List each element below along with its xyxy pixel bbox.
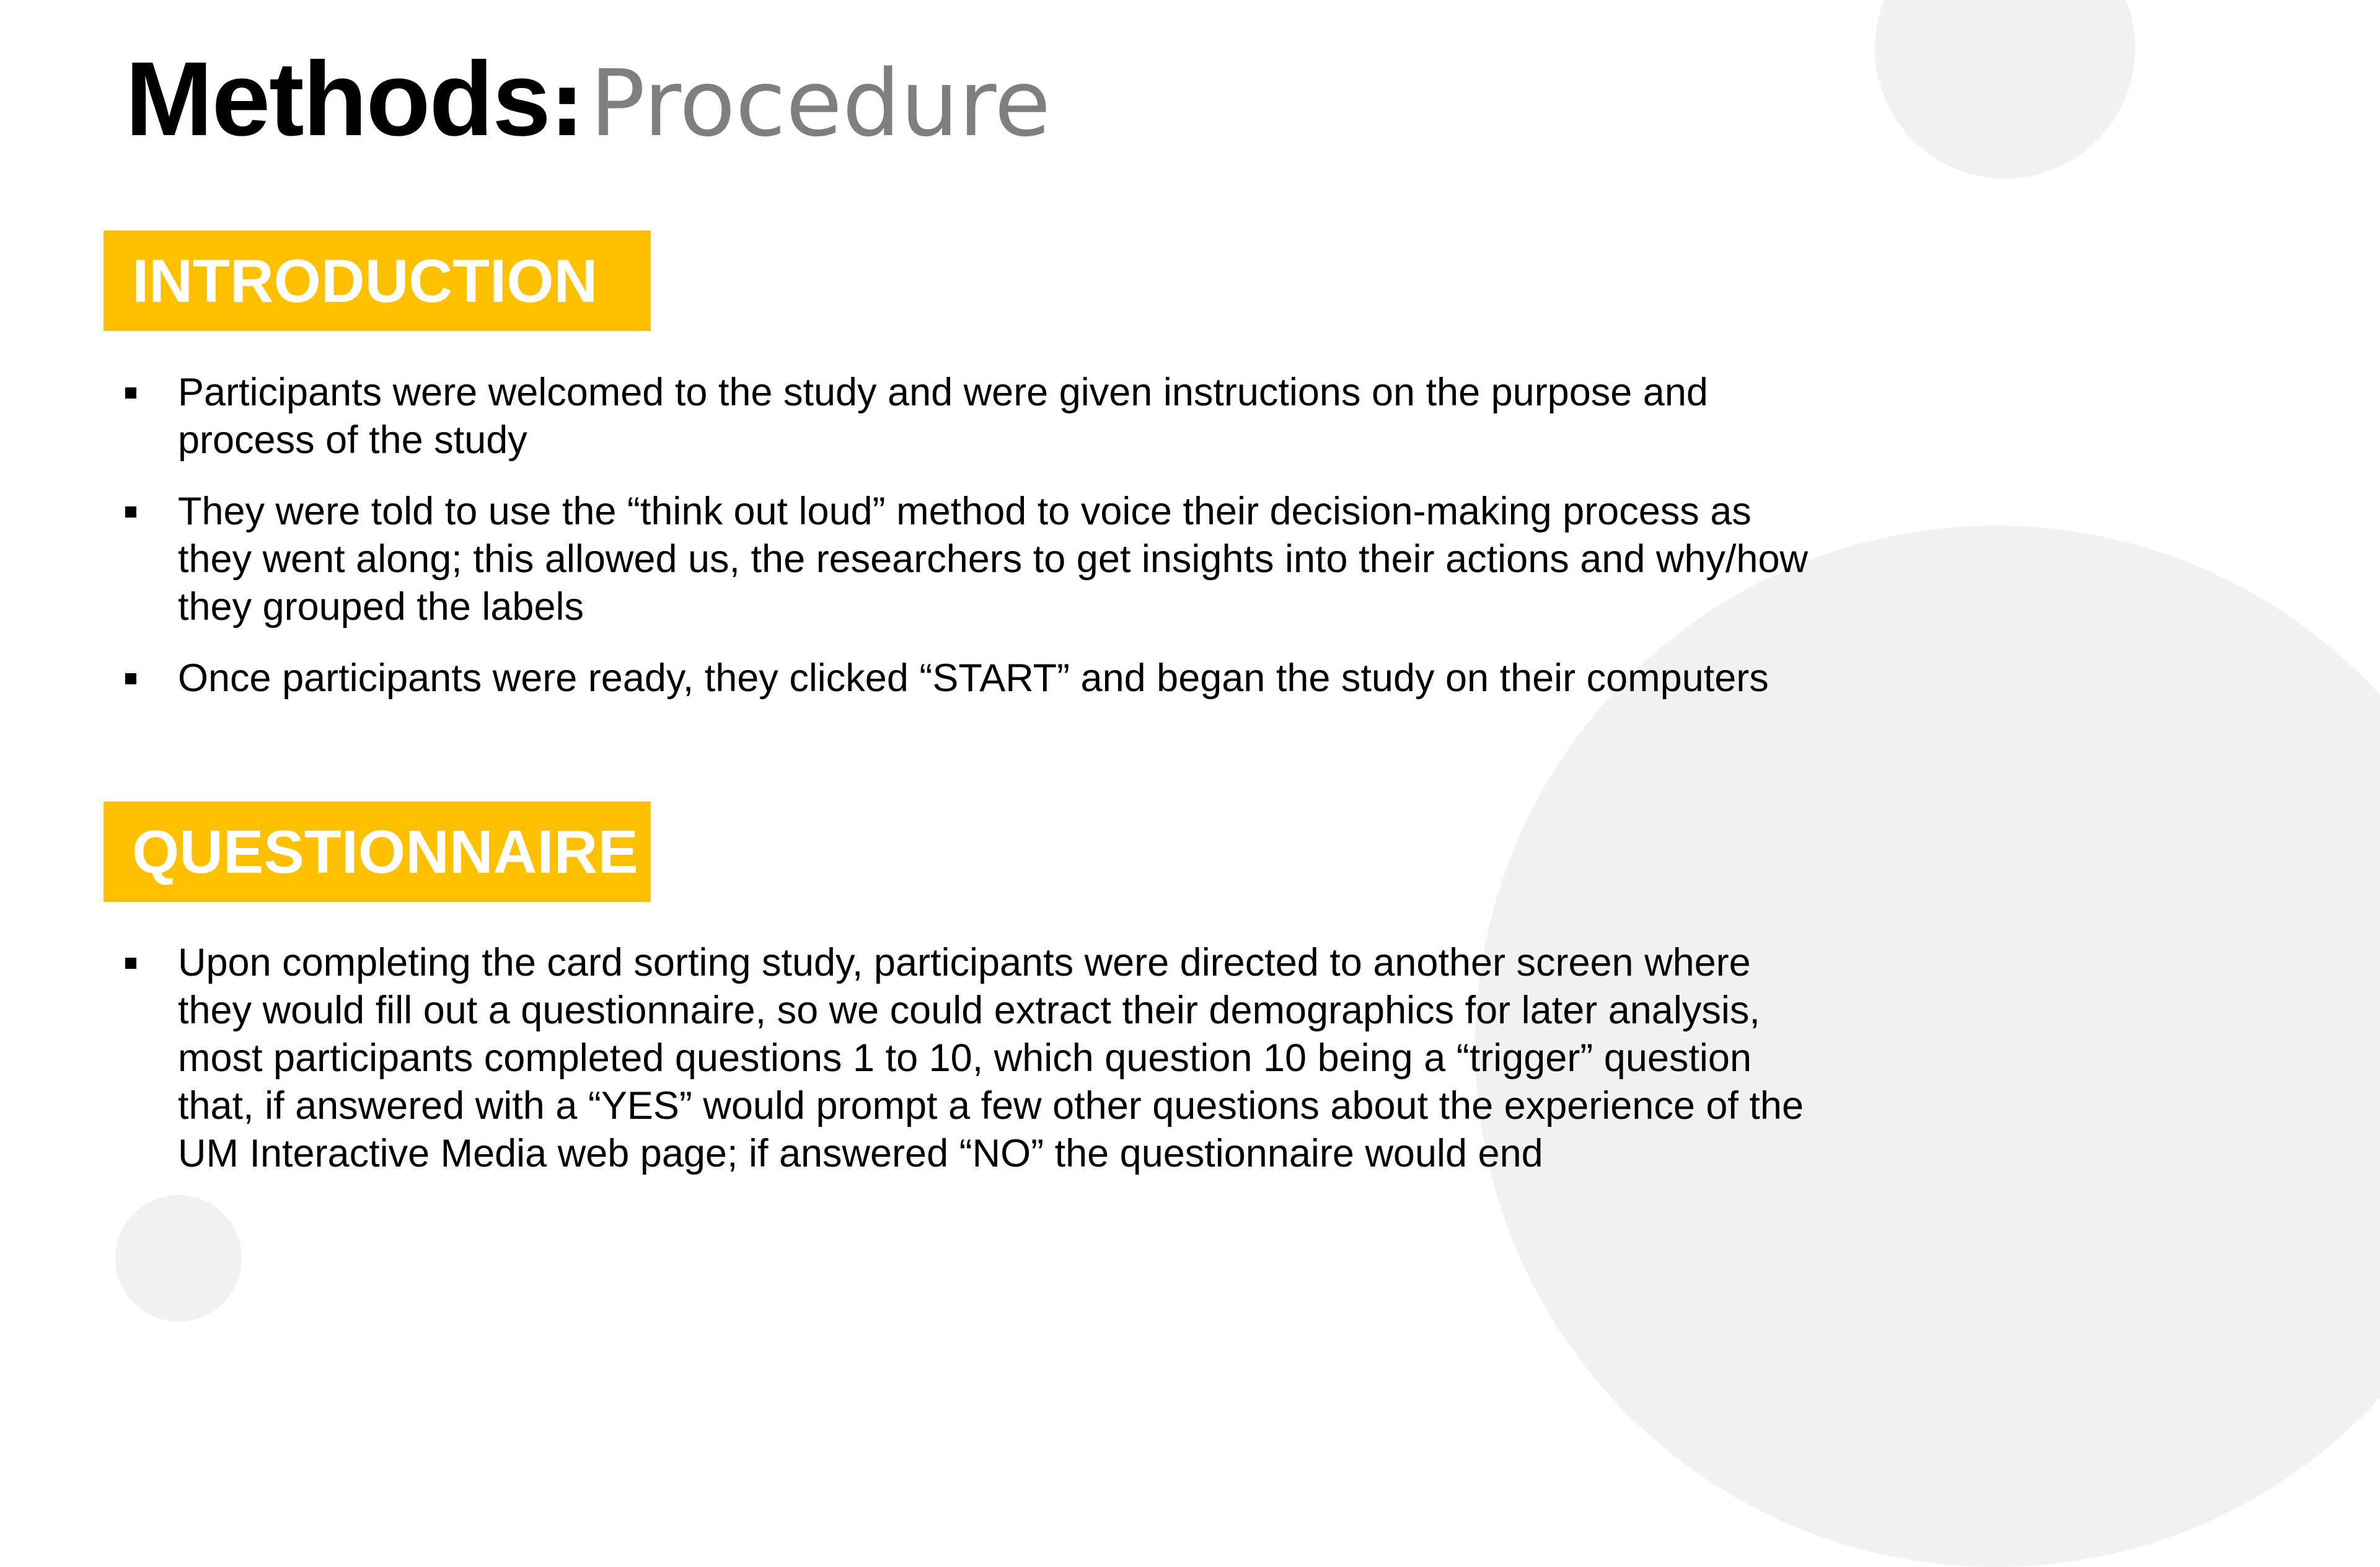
bullet-text: Upon completing the card sorting study, participants were directed to another screen where they would fill out a questionnaire, so we could extract their demographics for later analysis, most participants completed questions 1 to 10, which question 10 being a “trigger” question that, if answered with a “YES” would prompt a few other questions about the experience of the UM Interactive Media web page; if answered “NO” the questionnaire would end [178, 941, 1804, 1175]
square-bullet-icon [125, 673, 136, 684]
decorative-circle-small [115, 1195, 242, 1322]
square-bullet-icon [125, 387, 136, 399]
title-bold-part: Methods [125, 40, 550, 158]
bullet-item [0, 655, 1814, 702]
bullet-text: Once participants were ready, they clicked “START” and began the study on their computers [178, 656, 1769, 700]
bullet-text: They were told to use the “think out loud” method to voice their decision-making process as they went along; this allowed us, the researchers to get insights into their actions and why/how they grouped the labels [178, 490, 1808, 629]
title-colon: : [549, 55, 584, 156]
section-label-introduction: INTRODUCTION [104, 231, 651, 331]
bullet-item [0, 939, 1814, 1178]
square-bullet-icon [125, 506, 136, 518]
bullet-text: Participants were welcomed to the study and were given instructions on the purpose and process of the study [178, 371, 1708, 462]
slide-title [125, 36, 1051, 162]
bullet-item [0, 369, 1814, 464]
introduction-bullet-list [0, 369, 1859, 726]
section-label-questionnaire: QUESTIONNAIRE [104, 801, 651, 902]
questionnaire-bullet-list [0, 939, 1859, 1201]
square-bullet-icon [125, 958, 136, 969]
title-light-part: Procedure [589, 50, 1051, 157]
decorative-circle-top [1875, 0, 2135, 179]
bullet-item [0, 488, 1814, 631]
